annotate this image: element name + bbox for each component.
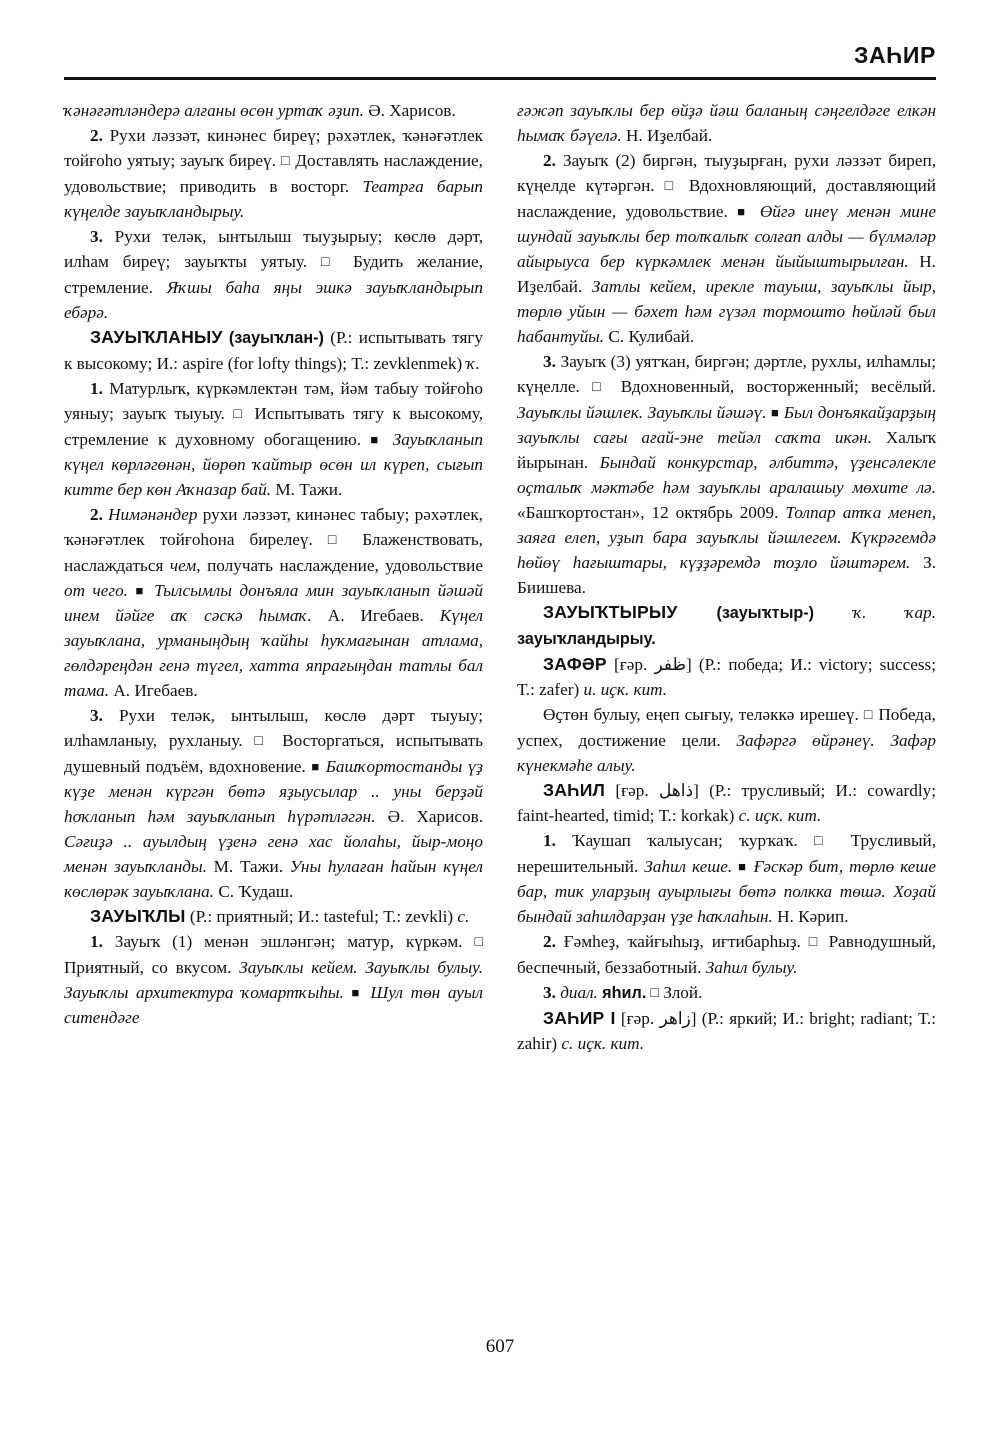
open-square-marker-icon: □ [592,380,609,395]
open-square-marker-icon: □ [650,986,660,1001]
left-column [64,98,483,1308]
text-run: Халыҡ йырынан. [517,428,936,472]
sense-number: 2. [90,126,103,145]
dictionary-paragraph [64,123,483,224]
dictionary-paragraph [517,600,936,652]
open-square-marker-icon: □ [808,935,821,950]
text-run: Испытывать тягу к высокому, стремление к духовному обогащению. [64,404,483,449]
dictionary-paragraph [64,703,483,904]
headword-form: (зауыҡлан-) [228,329,324,347]
text-run: Ғәмһеҙ, ҡайғыһыҙ, иғтибарһыҙ. [555,932,809,951]
text-run: Матурлыҡ, күркәмлектән тәм, йәм табыу тойғоһо уяныу; зауыҡ тыуыу. [64,379,483,423]
body-columns [64,98,936,1308]
open-square-marker-icon: □ [474,935,483,950]
text-run: ] (Р.: победа; И.: victory; success; Т.: zafer) [517,655,936,699]
text-run: Восторгаться, испытывать душевный подъём, вдохновение. [64,731,483,776]
sense-number: 3. [90,706,103,725]
dictionary-paragraph [517,702,936,778]
filled-square-marker-icon: ■ [370,432,384,447]
text-run: ] (Р.: яркий; И.: bright; radiant; Т.: zahir) [517,1009,936,1053]
text-run: З. Биишева. [517,553,936,597]
filled-square-marker-icon: ■ [311,759,321,774]
filled-square-marker-icon: ■ [737,204,751,219]
headword: ЗАФӘР [543,654,607,674]
text-run: Зауыҡ (3) уятҡан, биргән; дәртле, рухлы, илһамлы; күңелле. [517,352,936,396]
header-rule [64,77,936,80]
text-run: Зауыҡ (1) менән эшләнгән; матур, күркәм. [102,932,475,951]
italic-run: Күңел зауыҡлана, урманыңдың ҡайһы һуҡмағынан атлама, гөлдәреңдән генә түгел, хатта япрағыңдан татлы бал тама. [64,606,483,700]
italic-run: Тылсымлы донъяла мин зауыҡланып йәшәй инем йәйге аҡ сәскә һымаҡ. [64,581,484,625]
italic-run: Башҡортостанды үҙ күҙе менән күргән бөтә яҙыусылар .. уны берҙәй һоҡланып һәм зауыҡланып һүрәтләгән. [64,757,483,826]
text-run: получать наслаждение, удовольствие [200,556,483,575]
sense-number: 1. [543,831,556,850]
open-square-marker-icon: □ [813,834,835,849]
headword: ЗАУЫҠЛАНЫУ [90,327,223,347]
text-run: Н. Иҙелбай. [517,252,936,296]
italic-run: Өйгә инеү менән мине шундай зауыҡлы бер толҡалыҡ солғап алды — бүлмәләр айырыуса бер күркәмлек менән йыйыштырылған. [517,202,936,271]
headword-form: (зауыҡтыр-) [716,604,815,622]
italic-run: Уны һулаған һайын күңел көслөрәк зауыҡлана. [64,857,484,901]
open-square-marker-icon: □ [321,255,340,270]
arabic-etymon: ظفر [654,655,687,674]
italic-run: Бындай конкурстар, әлбиттә, үҙенсәлекле оҫталыҡ мәктәбе һәм зауыҡлы аралашыу мөхите лә. [517,453,937,497]
italic-run: Был донъякайҙарҙың зауыҡлы сағы ағай-эне тейәл саҡта икән. [517,403,936,447]
text-run [128,581,136,600]
headword-form: яһил. [602,984,647,1002]
sense-number: 2. [543,151,556,170]
running-head-title: ЗАҺИР [853,42,936,68]
text-run: С. Кулибай. [604,327,695,346]
dictionary-paragraph [64,502,483,703]
text-run: [ғәр. [615,1009,660,1028]
sense-number: 2. [543,932,556,951]
italic-run: с. [457,907,470,926]
italic-run: с. иҫк. кит. [738,806,822,825]
italic-run: с. иҫк. кит. [561,1034,645,1053]
text-run: С. Ҡудаш. [214,882,294,901]
filled-square-marker-icon: ■ [135,583,147,598]
dictionary-paragraph [64,224,483,325]
dictionary-paragraph [517,349,936,600]
text-run [678,603,717,622]
italic-run: от чего. [64,581,128,600]
text-run: ] (Р.: трусливый; И.: cowardly; faint-hearted, timid; Т.: korkak) [517,781,937,825]
open-square-marker-icon: □ [863,708,874,723]
dictionary-paragraph [64,904,483,929]
filled-square-marker-icon: ■ [771,405,780,420]
headword: ЗАУЫҠЛЫ [90,906,186,926]
arabic-etymon: زاهر [659,1009,691,1028]
text-run: Трусливый, нерешительный. [517,831,936,876]
italic-run: Зауыҡлы йәшлек. Зауыҡлы йәшәү. [517,403,767,422]
arabic-etymon: ذاهل [658,781,694,800]
headword: ЗАҺИР I [543,1008,616,1028]
italic-run: Яҡшы баһа яңы эшкә зауыҡландырып ебәрә. [64,278,483,322]
dictionary-paragraph [517,828,936,929]
text-run: Рухи теләк, ынтылыш, көслө дәрт тыуыу; илһамланыу, рухланыу. [64,706,483,750]
dictionary-paragraph [517,148,936,349]
text-run: А. Игебаев. [311,606,440,625]
text-run: Доставлять наслаждение, удовольствие; приводить в восторг. [64,151,483,196]
italic-run: ҡәнәғәтләндерә алғаны өсөн уртаҡ әҙип. [64,101,364,120]
running-header [64,42,936,80]
italic-run: ҡ. ҡар. [814,603,936,622]
filled-square-marker-icon: ■ [351,985,363,1000]
italic-run: Нимәнәндер [102,505,198,524]
text-run: Н. Иҙелбай. [621,126,713,145]
text-run: Өҫтөн булыу, еңеп сығыу, теләккә ирешеү. [543,705,864,724]
text-run: Ә. Харисов. [375,807,483,826]
text-run: Рухи теләк, ынтылыш тыуҙырыу; көслө дәрт, илһам биреү; зауыҡты уятыу. [64,227,483,271]
italic-run: Толпар атҡа менеп, заяға елеп, уҙып бара зауыҡлы йәшлегем. Күкрәгемдә һөйөү һағыштары, күҙҙәремдә тоҙло йәштәрем. [517,503,936,572]
text-run: Приятный, со вкусом. [64,958,240,977]
filled-square-marker-icon: ■ [738,859,748,874]
dictionary-paragraph [64,325,483,376]
text-run: [ғәр. [606,655,655,674]
open-square-marker-icon: □ [664,179,679,194]
dictionary-paragraph [517,98,936,148]
text-run: Победа, успех, достижение цели. [517,705,936,750]
text-run: Зауыҡ (2) биргән, тыуҙырған, рухи ләззәт биреп, күңелде күтәргән. [517,151,936,195]
dictionary-paragraph [64,929,483,1030]
text-run: [ғәр. [605,781,659,800]
italic-run: Заһил булыу. [705,958,798,977]
sense-number: 1. [90,932,103,951]
text-run: А. Игебаев. [109,681,198,700]
sense-number: 1. [90,379,103,398]
italic-run: чем, [169,556,201,575]
right-column [517,98,936,1308]
sense-number: 2. [90,505,103,524]
sense-number: 3. [90,227,103,246]
italic-run: Сәғиҙә .. ауылдың үҙенә генә хас йолаһы, йыр-моңо менән зауыҡланды. [64,832,483,876]
italic-run: Зафәргә өйрәнеү. Зафәр күнекмәһе алыу. [517,731,936,775]
sense-number: 3. [543,352,556,371]
headword: ЗАУЫҠТЫРЫУ [543,602,678,622]
open-square-marker-icon: □ [254,734,271,749]
italic-run: ғәжәп зауыҡлы бер өйҙә йәш баланың сәңгелдәге елкән һымаҡ бәүелә. [517,101,936,145]
open-square-marker-icon: □ [327,533,348,548]
text-run: Вдохновенный, восторженный; весёлый. [608,377,936,396]
text-run: рухи ләззәт, кинәнес табыу; рәхәтлек, ҡәнәғәтлек тойғоһона бирелеү. [64,505,483,549]
dictionary-paragraph [64,98,483,123]
italic-run: ҡ. [466,354,480,373]
text-run: Ә. Харисов. [363,101,456,120]
italic-run: Шул төн ауыл ситендәге [64,983,484,1027]
dictionary-paragraph [517,929,936,980]
dictionary-paragraph [517,778,936,828]
text-run: Равнодушный, беспечный, беззаботный. [517,932,936,977]
headword: ЗАҺИЛ [543,780,606,800]
italic-run: Затлы кейем, ирекле тауыш, зауыҡлы йыр, төрлө уйын — бәхет һәм гүзәл тормошто һөйләй был һабантуйы. [517,277,936,346]
text-run: Рухи ләззәт, кинәнес биреү; рәхәтлек, ҡәнәғәтлек тойғоһо уятыу; зауыҡ биреү. [64,126,483,170]
page-number: 607 [485,1336,515,1357]
text-run: Н. Кәрип. [772,907,849,926]
dictionary-paragraph [64,376,483,502]
open-square-marker-icon: □ [233,407,246,422]
text-run: (Р.: приятный; И.: tasteful; Т.: zevkli) [185,907,458,926]
dictionary-paragraph [517,980,936,1006]
text-run: Ҡаушап ҡалыусан; ҡурҡаҡ. [555,831,814,850]
text-run: М. Тажи. [206,857,290,876]
italic-run: и. иҫк. кит. [583,680,668,699]
italic-run: Театрға барып күңелде зауыҡландырыу. [64,177,483,221]
text-run: М. Тажи. [271,480,343,499]
headword-form: зауыҡландырыу. [517,630,656,648]
dictionary-paragraph [517,652,936,702]
italic-run: Зауыҡланып күңел көрләгөнән, йөрөп ҡайтыр өсөн ил күреп, сығып китте бер көн Аҡназар бай. [64,430,483,499]
italic-run: Заһил кеше. [644,857,733,876]
text-run: «Башҡортостан», 12 октябрь 2009. [517,503,786,522]
italic-run: диал. [555,983,598,1002]
text-run: Будить желание, стремление. [64,252,483,297]
italic-run: Ғәскәр бит, төрлө кеше бар, тик уларҙың ауырлығы бөтә полкка төшә. Хоҙай бындай заһилдарҙан үҙе һаҡлаһын. [517,857,937,926]
text-run: Вдохновляющий, доставляющий наслаждение, удовольствие. [517,176,936,221]
text-run: Злой. [659,983,703,1002]
text-run: (Р.: испытывать тягу к высокому; И.: aspire (for lofty things); Т.: zevklenmek) [64,328,483,373]
dictionary-paragraph [517,1006,936,1056]
text-run: Блаженствовать, наслаждаться [64,530,483,575]
open-square-marker-icon: □ [280,154,291,169]
sense-number: 3. [543,983,556,1002]
italic-run: Зауыҡлы кейем. Зауыҡлы булыу. Зауыҡлы архитектура ҡомартҡыһы. [64,958,483,1002]
